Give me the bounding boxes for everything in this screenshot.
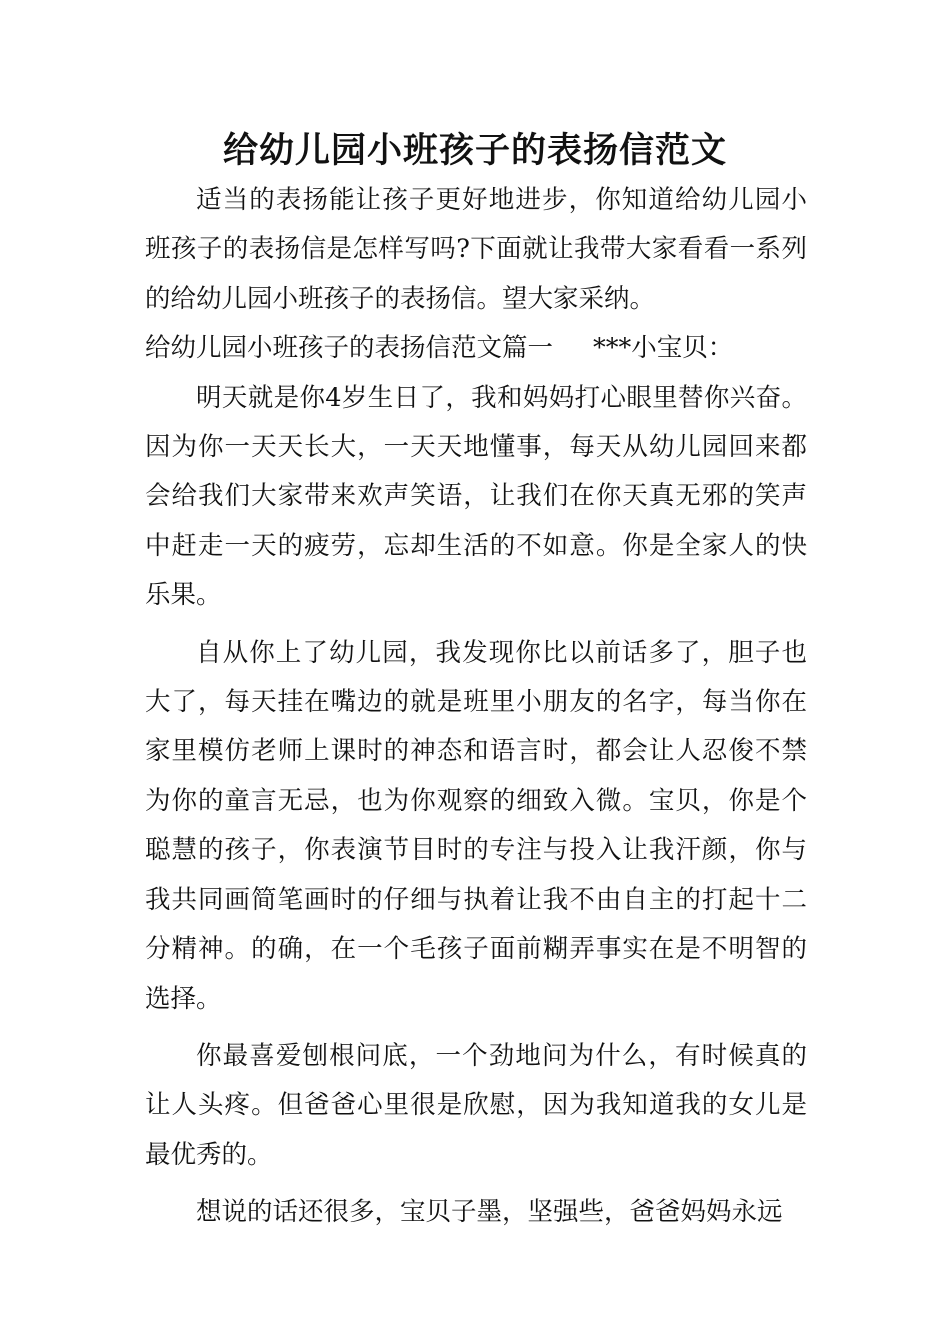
intro-paragraph: 适当的表扬能让孩子更好地进步，你知道给幼儿园小班孩子的表扬信是怎样写吗?下面就让我带大家看看一系列的给幼儿园小班孩子的表扬信。望大家采纳。 bbox=[145, 185, 807, 314]
paragraph-kindergarten: 自从你上了幼儿园，我发现你比以前话多了，胆子也大了，每天挂在嘴边的就是班里小朋友的名字，每当你在家里模仿老师上课时的神态和语言时，都会让人忍俊不禁为你的童言无忌，也为你观察的细致入微。宝贝，你是个聪慧的孩子，你表演节目时的专注与投入让我汗颜，你与我共同画简笔画时的仔细与执着让我不由自主的打起十二分精神。的确，在一个毛孩子面前糊弄事实在是不明智的选择。 bbox=[145, 637, 807, 1014]
salutation: ***小宝贝： bbox=[593, 333, 734, 364]
section-heading-line bbox=[145, 324, 807, 373]
document-title: 给幼儿园小班孩子的表扬信范文 bbox=[222, 130, 727, 171]
section-heading: 给幼儿园小班孩子的表扬信范文篇一 bbox=[145, 333, 554, 364]
paragraph-curiosity: 你最喜爱刨根问底，一个劲地问为什么，有时候真的让人头疼。但爸爸心里很是欣慰，因为我知道我的女儿是最优秀的。 bbox=[145, 1040, 807, 1170]
document-body bbox=[145, 176, 807, 1238]
paragraph-closing: 想说的话还很多，宝贝子墨，坚强些，爸爸妈妈永远 bbox=[196, 1197, 783, 1228]
paragraph-birthday: 明天就是你4岁生日了，我和妈妈打心眼里替你兴奋。因为你一天天长大，一天天地懂事，每天从幼儿园回来都会给我们大家带来欢声笑语，让我们在你天真无邪的笑声中赶走一天的疲劳，忘却生活的不如意。你是全家人的快乐果。 bbox=[145, 382, 807, 611]
